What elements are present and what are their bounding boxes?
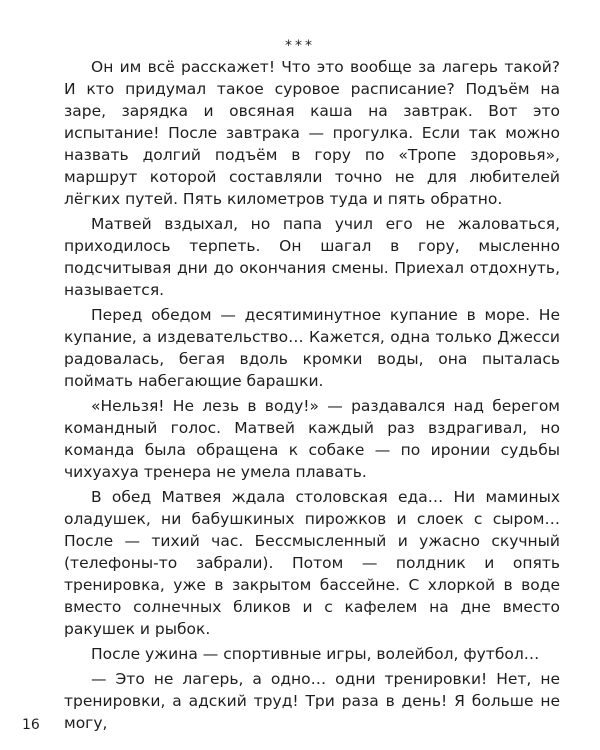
section-separator: *** (285, 38, 315, 54)
paragraph: Матвей вздыхал, но папа учил его не жаловаться, приходилось терпеть. Он шагал в гору, мысленно подсчитывая дни до окончания смены. Приехал отдохнуть, называется. (64, 215, 560, 299)
paragraph: «Нельзя! Не лезь в воду!» — раздавался над берегом командный голос. Матвей каждый раз вздрагивал, но команда была обращена к собаке — по иронии судьбы чихуахуа тренера не умела плавать. (64, 397, 560, 481)
paragraph: В обед Матвея ждала столовская еда… Ни маминых оладушек, ни бабушкиных пирожков и слоек с сыром… После — тихий час. Бессмысленный и ужасно скучный (телефоны-то забрали). Потом — полдник и опять тренировка, уже в закрытом бассейне. С хлоркой в воде вместо солнечных бликов и с кафелем на дне вместо ракушек и рыбок. (64, 488, 560, 638)
page-number: 16 (22, 717, 40, 733)
paragraph: Он им всё расскажет! Что это вообще за лагерь такой? И кто придумал такое суровое расписание? Подъём на заре, зарядка и овсяная каша на завтрак. Вот это испытание! После завтрака — прогулка. Если так можно назвать долгий подъём в гору по «Тропе здоровья», маршрут которой составляли точно не для любителей лёгких путей. Пять километров туда и пять обратно. (64, 58, 560, 208)
body-text (64, 56, 560, 737)
paragraph: — Это не лагерь, а одно… одни тренировки! Нет, не тренировки, а адский труд! Три раза в день! Я больше не могу, (64, 670, 560, 732)
paragraph: Перед обедом — десятиминутное купание в море. Не купание, а издевательство… Кажется, одна только Джесси радовалась, бегая вдоль кромки воды, она пыталась поймать набегающие барашки. (64, 306, 560, 390)
paragraph: После ужина — спортивные игры, волейбол, футбол… (91, 645, 540, 663)
